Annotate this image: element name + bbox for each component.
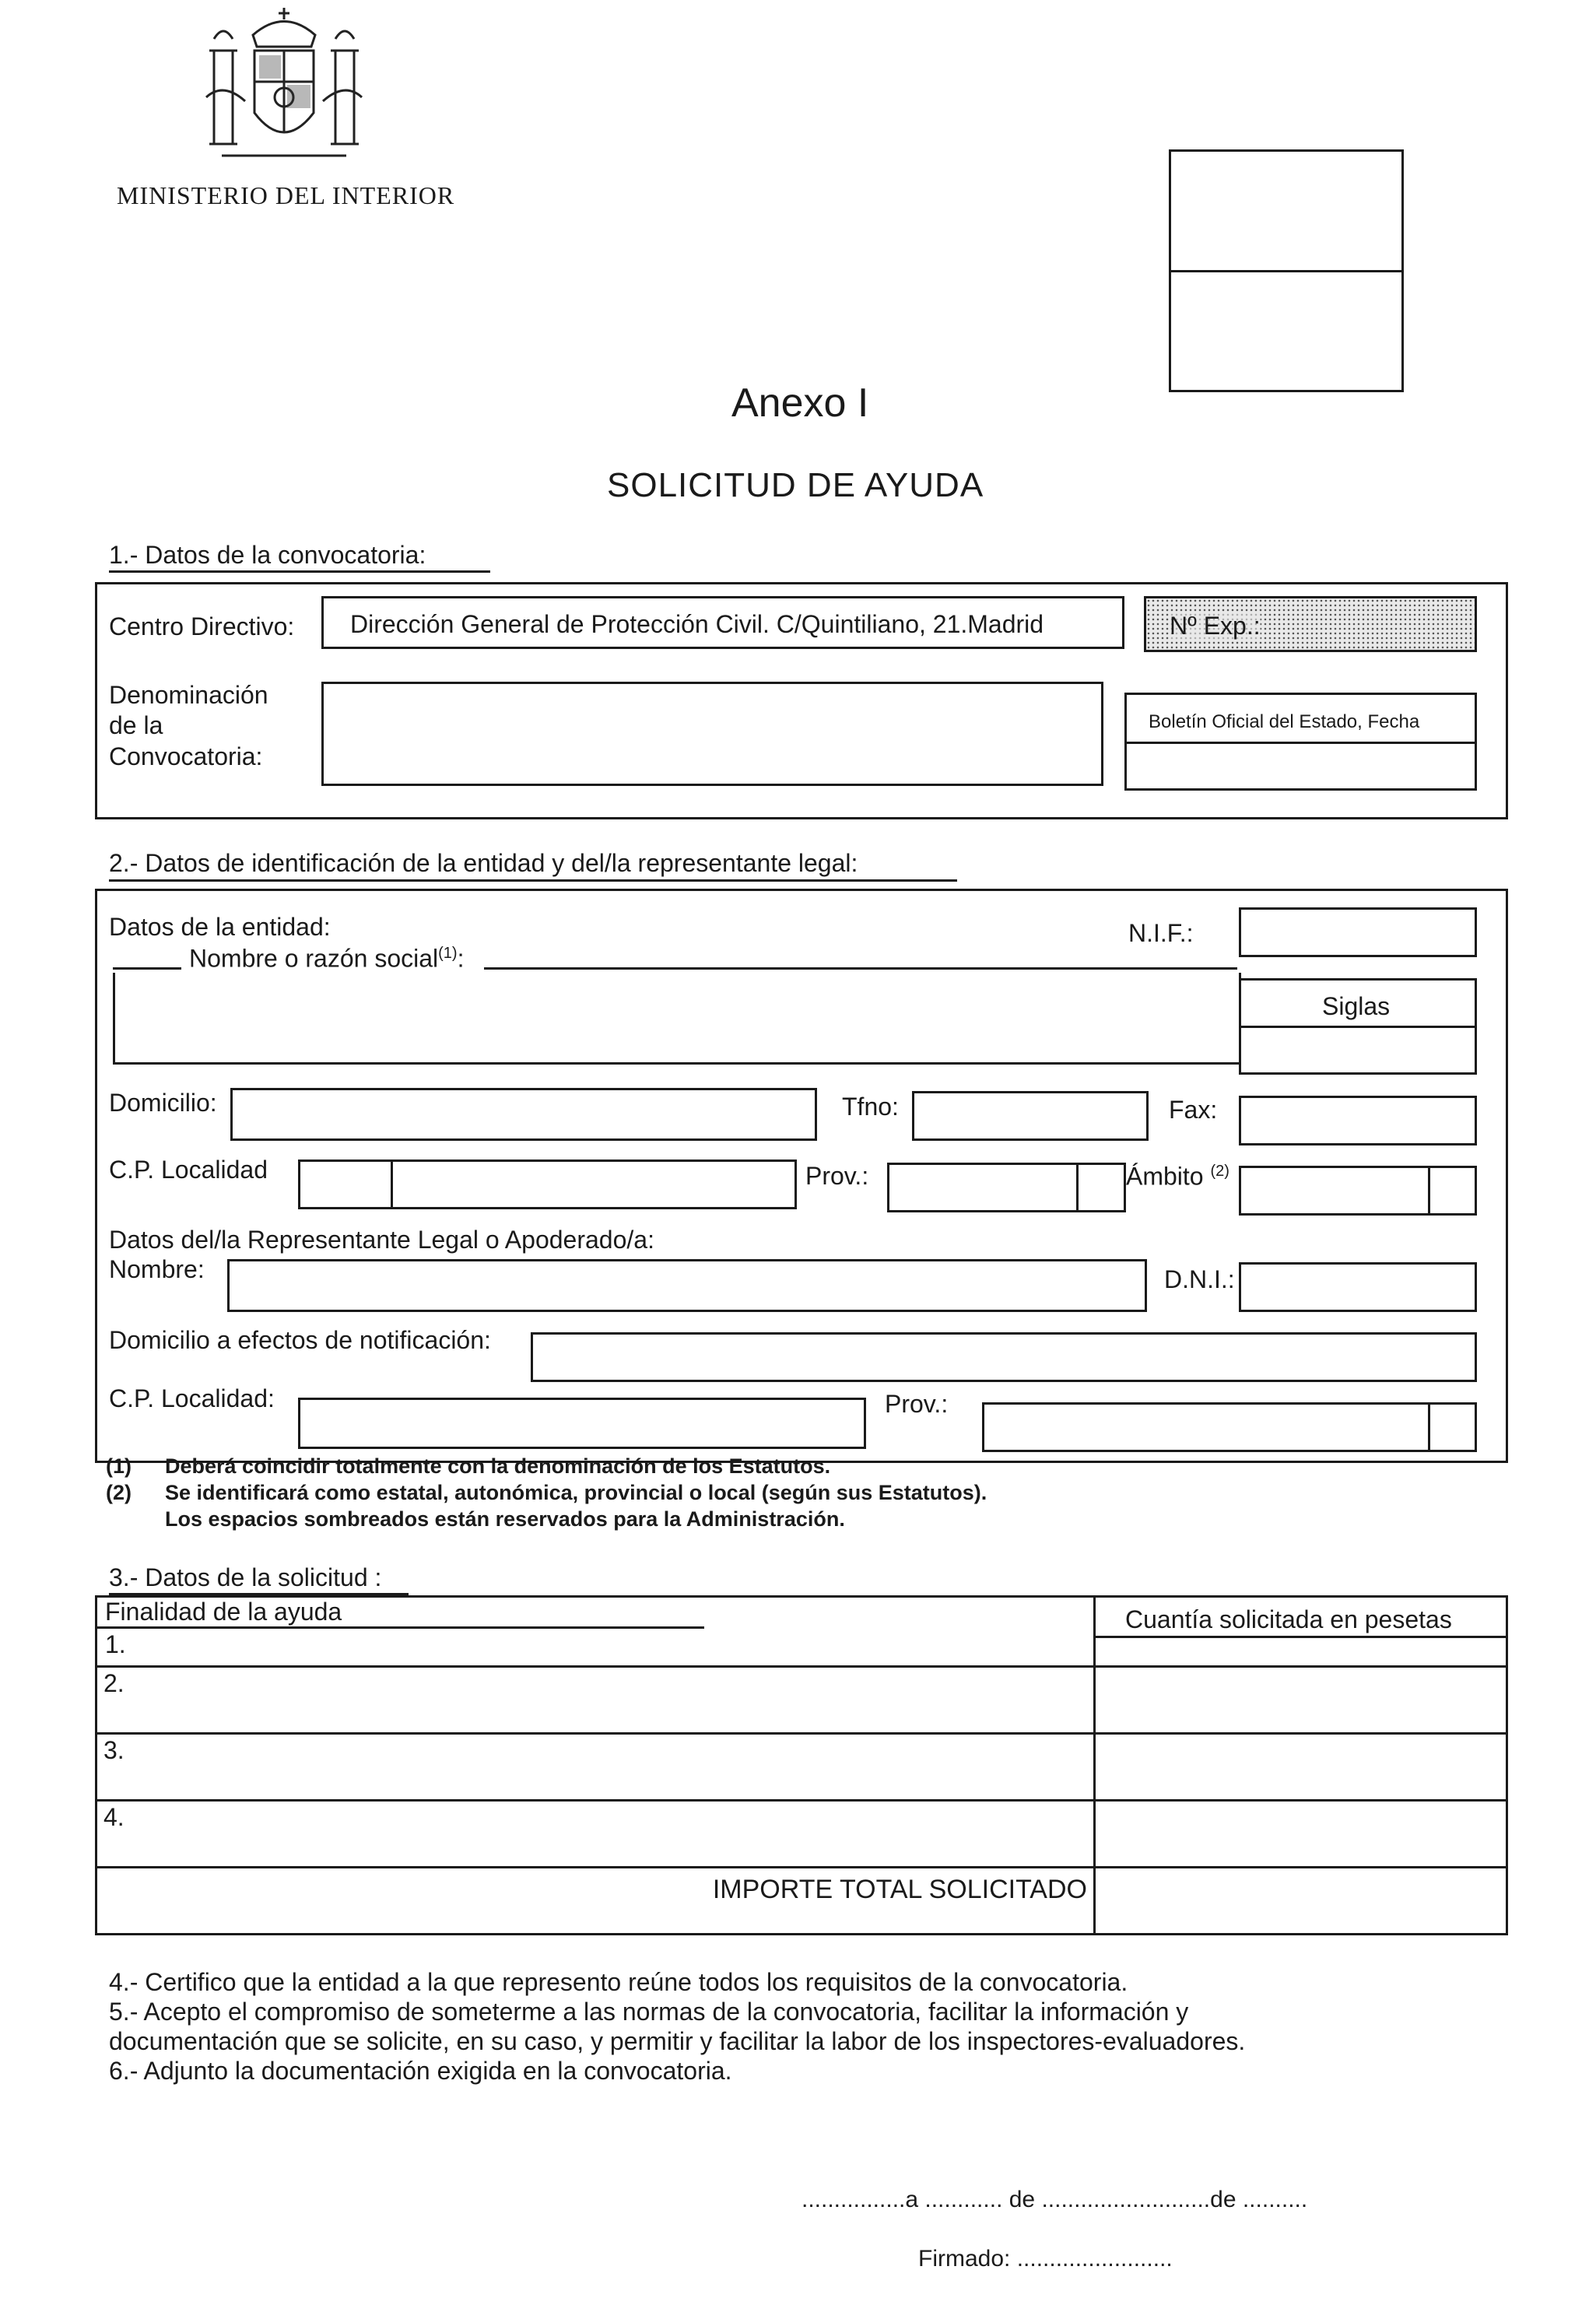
nif-field[interactable]: [1239, 907, 1477, 957]
col-finalidad-header: Finalidad de la ayuda: [97, 1598, 704, 1629]
row-3-label: 3.: [103, 1736, 125, 1764]
tfno-field[interactable]: [912, 1091, 1149, 1141]
prov-field[interactable]: [887, 1163, 1079, 1212]
cuantia-cell-4[interactable]: [1095, 1801, 1507, 1868]
ambito-note: (2): [1210, 1163, 1229, 1180]
dni-label: D.N.I.:: [1164, 1265, 1235, 1293]
nombre-razon-note: (1): [438, 945, 458, 962]
section2-heading: 2.- Datos de identificación de la entidad y del/la representante legal:: [109, 849, 858, 877]
note-1-text: Deberá coincidir totalmente con la denominación de los Estatutos.: [165, 1454, 831, 1478]
section2-heading-underline: [109, 879, 957, 882]
ambito-label: [1126, 1163, 1229, 1191]
cp-localidad2-field[interactable]: [298, 1398, 866, 1449]
representante-nombre-field[interactable]: [227, 1259, 1147, 1312]
prov2-code-field[interactable]: [1428, 1402, 1477, 1452]
siglas-label: Siglas: [1322, 992, 1391, 1020]
note-1-num: (1): [106, 1454, 132, 1478]
nombre-razon-leader: [113, 967, 181, 970]
localidad-field[interactable]: [391, 1160, 797, 1209]
finalidad-cell-4[interactable]: [96, 1801, 1095, 1868]
note-3-text: Los espacios sombreados están reservados para la Administración.: [165, 1507, 845, 1531]
row-1-label: 1.: [105, 1630, 126, 1658]
ambito-text: Ámbito: [1126, 1162, 1204, 1191]
denominacion-label-line2: de la: [109, 711, 163, 739]
dni-field[interactable]: [1239, 1262, 1477, 1312]
finalidad-cell-1[interactable]: [96, 1597, 1095, 1667]
annex-title: Anexo I: [731, 381, 869, 426]
nombre-razon-label: [189, 945, 464, 973]
note-2-text: Se identificará como estatal, autonómica, provincial o local (según sus Estatutos).: [165, 1481, 987, 1504]
section1-heading-underline: [109, 570, 490, 573]
nombre-razon-trail: [484, 967, 1237, 970]
cp-field[interactable]: [298, 1160, 393, 1209]
cuantia-cell-3[interactable]: [1095, 1734, 1507, 1801]
prov-code-field[interactable]: [1076, 1163, 1126, 1212]
datos-entidad-label: Datos de la entidad:: [109, 913, 331, 941]
ambito-field[interactable]: [1239, 1166, 1430, 1216]
denominacion-label-line3: Convocatoria:: [109, 742, 263, 770]
centro-directivo-value: Dirección General de Protección Civil. C/Quintiliano, 21.Madrid: [350, 610, 1044, 638]
denominacion-field[interactable]: [321, 682, 1103, 786]
ambito-code-field[interactable]: [1428, 1166, 1477, 1216]
boletin-date-field[interactable]: [1127, 744, 1475, 788]
coat-of-arms-logo: [198, 4, 370, 160]
row-2-label: 2.: [103, 1669, 125, 1697]
denominacion-label-line1: Denominación: [109, 681, 268, 709]
row-4-label: 4.: [103, 1803, 125, 1831]
cp-localidad2-label: C.P. Localidad:: [109, 1384, 275, 1412]
registry-stamp-divider: [1171, 270, 1401, 272]
siglas-box: [1239, 978, 1477, 1075]
boletin-label: Boletín Oficial del Estado, Fecha: [1149, 711, 1420, 732]
domicilio-label: Domicilio:: [109, 1089, 217, 1117]
solicitud-table: [95, 1595, 1508, 1935]
registry-stamp-box: [1169, 149, 1404, 392]
prov2-label: Prov.:: [885, 1390, 949, 1418]
form-title: SOLICITUD DE AYUDA: [607, 466, 984, 504]
total-label-cell: [96, 1868, 1095, 1935]
section1-heading: 1.- Datos de la convocatoria:: [109, 541, 426, 569]
note-2-num: (2): [106, 1481, 132, 1504]
date-line[interactable]: ................a ............ de ..........................de ..........: [802, 2187, 1308, 2212]
ministry-name: MINISTERIO DEL INTERIOR: [117, 181, 455, 209]
fax-field[interactable]: [1239, 1096, 1477, 1145]
domicilio-field[interactable]: [230, 1088, 817, 1141]
col-cuantia-header: Cuantía solicitada en pesetas: [1096, 1598, 1506, 1638]
prov-label: Prov.:: [805, 1162, 869, 1190]
finalidad-cell-2[interactable]: [96, 1667, 1095, 1734]
centro-directivo-field[interactable]: [321, 596, 1124, 649]
total-label: IMPORTE TOTAL SOLICITADO: [712, 1875, 1087, 1904]
domicilio-notificacion-field[interactable]: [531, 1332, 1477, 1382]
nif-label: N.I.F.:: [1128, 919, 1194, 947]
expediente-label: Nº Exp.:: [1170, 612, 1261, 640]
siglas-field[interactable]: [1241, 1028, 1475, 1072]
finalidad-cell-3[interactable]: [96, 1734, 1095, 1801]
representante-label: Datos del/la Representante Legal o Apoderado/a:: [109, 1226, 654, 1254]
declaration-4: 4.- Certifico que la entidad a la que represento reúne todos los requisitos de la convocatoria.: [109, 1968, 1128, 1996]
nombre-razon-text: Nombre o razón social: [189, 944, 439, 973]
nombre-razon-field[interactable]: [113, 973, 1241, 1065]
declaration-5-line2: documentación que se solicite, en su caso, y permitir y facilitar la labor de los inspectores-evaluadores.: [109, 2027, 1246, 2055]
domicilio-notificacion-label: Domicilio a efectos de notificación:: [109, 1326, 491, 1354]
firmado-line[interactable]: Firmado: ........................: [918, 2246, 1173, 2272]
tfno-label: Tfno:: [842, 1093, 899, 1121]
cuantia-cell-1[interactable]: [1095, 1597, 1507, 1667]
boletin-box: [1124, 693, 1477, 791]
cuantia-cell-2[interactable]: [1095, 1667, 1507, 1734]
declaration-5-line1: 5.- Acepto el compromiso de someterme a las normas de la convocatoria, facilitar la información y: [109, 1998, 1189, 2026]
cp-localidad-label: C.P. Localidad: [109, 1156, 268, 1184]
centro-directivo-label: Centro Directivo:: [109, 612, 295, 640]
total-amount-cell[interactable]: [1095, 1868, 1507, 1935]
prov2-field[interactable]: [982, 1402, 1430, 1452]
fax-label: Fax:: [1169, 1096, 1218, 1124]
nombre-razon-colon: :: [457, 944, 465, 973]
expediente-field: [1144, 596, 1477, 652]
section3-heading: 3.- Datos de la solicitud :: [109, 1563, 382, 1591]
nombre-label: Nombre:: [109, 1255, 205, 1283]
declaration-6: 6.- Adjunto la documentación exigida en la convocatoria.: [109, 2057, 732, 2085]
